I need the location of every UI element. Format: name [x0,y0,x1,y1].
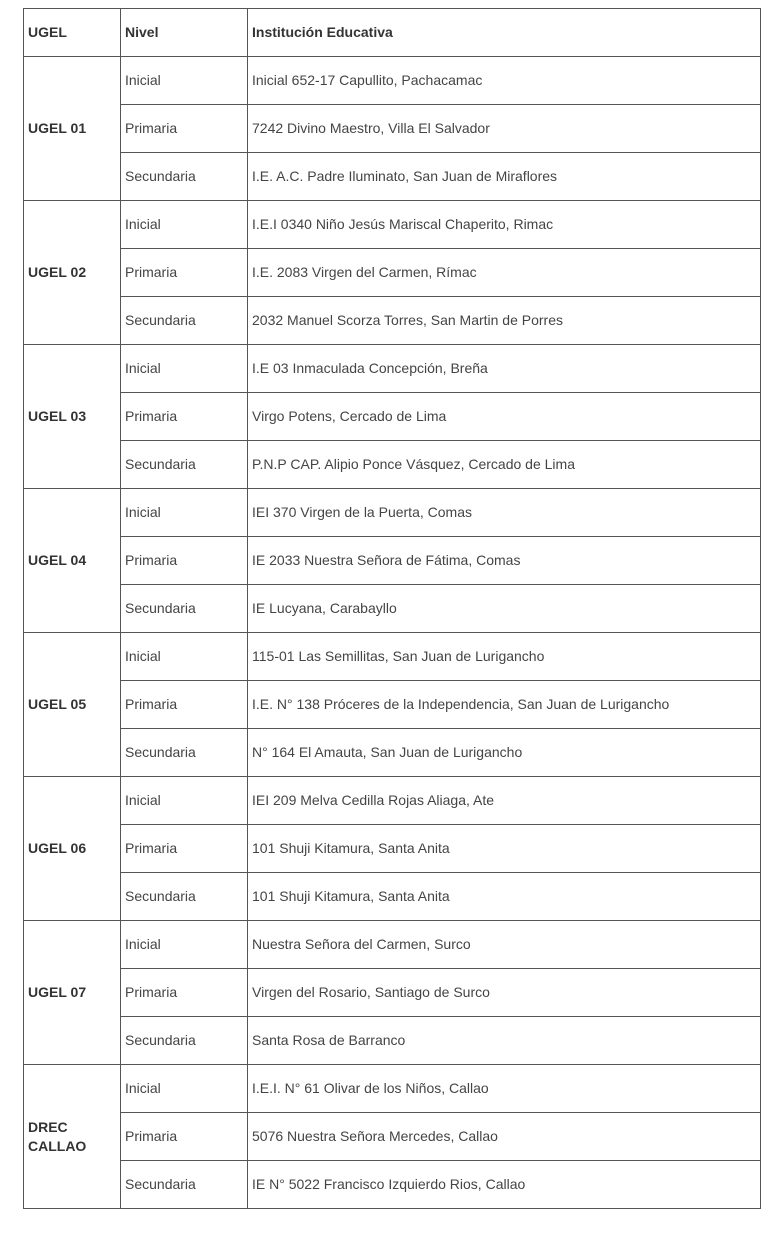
institucion-cell: P.N.P CAP. Alipio Ponce Vásquez, Cercado de Lima [248,441,761,489]
table-row [24,921,761,969]
nivel-cell: Primaria [121,825,248,873]
ugel-cell: UGEL 05 [24,633,121,777]
institucion-cell: IE 2033 Nuestra Señora de Fátima, Comas [248,537,761,585]
institucion-cell: 5076 Nuestra Señora Mercedes, Callao [248,1113,761,1161]
table-row [24,633,761,681]
nivel-cell: Inicial [121,921,248,969]
table-row [24,489,761,537]
table-row [24,825,761,873]
institucion-cell: IE N° 5022 Francisco Izquierdo Rios, Callao [248,1161,761,1209]
table-row [24,441,761,489]
table-row [24,249,761,297]
table-body [24,57,761,1209]
nivel-cell: Inicial [121,1065,248,1113]
table-row [24,393,761,441]
institucion-cell: IEI 209 Melva Cedilla Rojas Aliaga, Ate [248,777,761,825]
institucion-cell: I.E.I. N° 61 Olivar de los Niños, Callao [248,1065,761,1113]
table-row [24,1113,761,1161]
table-row [24,681,761,729]
nivel-cell: Secundaria [121,297,248,345]
institucion-cell: IEI 370 Virgen de la Puerta, Comas [248,489,761,537]
institucion-cell: Virgen del Rosario, Santiago de Surco [248,969,761,1017]
nivel-cell: Secundaria [121,873,248,921]
institucion-cell: IE Lucyana, Carabayllo [248,585,761,633]
header-institucion: Institución Educativa [248,9,761,57]
nivel-cell: Primaria [121,969,248,1017]
table-row [24,105,761,153]
nivel-cell: Inicial [121,489,248,537]
table-row [24,297,761,345]
ugel-cell: UGEL 03 [24,345,121,489]
table-row [24,1161,761,1209]
institucion-cell: 115-01 Las Semillitas, San Juan de Lurigancho [248,633,761,681]
nivel-cell: Inicial [121,57,248,105]
header-nivel: Nivel [121,9,248,57]
ugel-cell: UGEL 06 [24,777,121,921]
institucion-cell: Virgo Potens, Cercado de Lima [248,393,761,441]
table-row [24,873,761,921]
ugel-cell: DREC CALLAO [24,1065,121,1209]
nivel-cell: Inicial [121,345,248,393]
nivel-cell: Inicial [121,201,248,249]
table-row [24,201,761,249]
table-row [24,153,761,201]
table-row [24,1065,761,1113]
nivel-cell: Primaria [121,1113,248,1161]
institucion-cell: I.E.I 0340 Niño Jesús Mariscal Chaperito, Rimac [248,201,761,249]
nivel-cell: Inicial [121,633,248,681]
ugel-cell: UGEL 07 [24,921,121,1065]
institucion-cell: I.E. 2083 Virgen del Carmen, Rímac [248,249,761,297]
table-row [24,729,761,777]
nivel-cell: Secundaria [121,153,248,201]
institucion-cell: 2032 Manuel Scorza Torres, San Martin de Porres [248,297,761,345]
nivel-cell: Primaria [121,249,248,297]
nivel-cell: Secundaria [121,729,248,777]
table-header [24,9,761,57]
nivel-cell: Primaria [121,393,248,441]
nivel-cell: Secundaria [121,585,248,633]
table-row [24,1017,761,1065]
institucion-cell: N° 164 El Amauta, San Juan de Lurigancho [248,729,761,777]
nivel-cell: Secundaria [121,1017,248,1065]
nivel-cell: Secundaria [121,1161,248,1209]
table-row [24,57,761,105]
header-ugel: UGEL [24,9,121,57]
institucion-cell: 101 Shuji Kitamura, Santa Anita [248,873,761,921]
institucion-cell: 101 Shuji Kitamura, Santa Anita [248,825,761,873]
nivel-cell: Primaria [121,105,248,153]
schools-table [23,8,761,1209]
ugel-cell: UGEL 01 [24,57,121,201]
nivel-cell: Primaria [121,681,248,729]
table-row [24,777,761,825]
institucion-cell: I.E 03 Inmaculada Concepción, Breña [248,345,761,393]
institucion-cell: I.E. N° 138 Próceres de la Independencia, San Juan de Lurigancho [248,681,761,729]
nivel-cell: Inicial [121,777,248,825]
nivel-cell: Secundaria [121,441,248,489]
ugel-cell: UGEL 02 [24,201,121,345]
nivel-cell: Primaria [121,537,248,585]
header-row [24,9,761,57]
institucion-cell: Nuestra Señora del Carmen, Surco [248,921,761,969]
table-row [24,345,761,393]
institucion-cell: I.E. A.C. Padre Iluminato, San Juan de Miraflores [248,153,761,201]
ugel-cell: UGEL 04 [24,489,121,633]
table-row [24,585,761,633]
institucion-cell: 7242 Divino Maestro, Villa El Salvador [248,105,761,153]
table-row [24,969,761,1017]
institucion-cell: Santa Rosa de Barranco [248,1017,761,1065]
institucion-cell: Inicial 652-17 Capullito, Pachacamac [248,57,761,105]
table-row [24,537,761,585]
